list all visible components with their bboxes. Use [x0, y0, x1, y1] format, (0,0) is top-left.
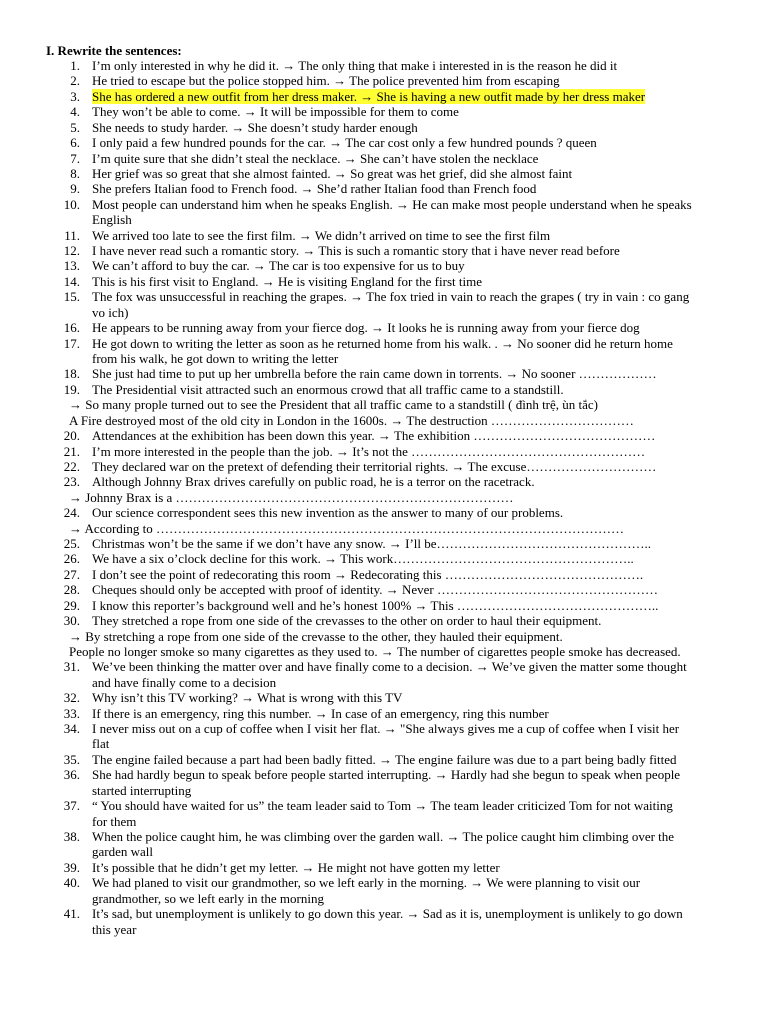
sentence-number: 9. — [70, 181, 80, 197]
sentence-line — [0, 767, 768, 783]
sentence-line — [0, 521, 768, 537]
sentence-number: 25. — [63, 536, 80, 552]
sentence-line — [0, 706, 768, 722]
sentence-number: 27. — [63, 566, 80, 582]
sentence-text: They won’t be able to come. → It will be impossible for them to come — [92, 104, 459, 120]
sentence-text: Although Johnny Brax drives carefully on public road, he is a terror on the racetrack. — [92, 474, 535, 490]
sentence-text: flat — [92, 736, 110, 752]
sentence-text: They declared war on the pretext of defending their territorial rights. → The excuse………………………… — [92, 458, 657, 474]
sentence-line — [0, 336, 768, 352]
sentence-text: They stretched a rope from one side of the crevasses to the other on order to haul their equipment. — [92, 613, 602, 629]
sentence-line — [0, 444, 768, 460]
sentence-number: 38. — [63, 829, 80, 844]
answer-line: → According to ……………………………………………………………………………………………… — [69, 520, 625, 536]
sentence-text: Why isn’t this TV working? → What is wrong with this TV — [92, 690, 403, 706]
sentence-line — [0, 891, 768, 907]
sentence-line — [0, 752, 768, 768]
sentence-line — [0, 644, 768, 660]
sentence-line — [0, 197, 768, 213]
sentence-line — [0, 413, 768, 429]
sentence-number: 15. — [63, 289, 80, 305]
sentence-text: It’s sad, but unemployment is unlikely to go down this year. → Sad as it is, unemployment is unlikely to go down — [92, 906, 683, 922]
sentence-text: The Presidential visit attracted such an enormous crowd that all traffic came to a standstill. — [92, 381, 564, 397]
sentence-text: Most people can understand him when he speaks English. → He can make most people understand when he speaks — [92, 196, 692, 212]
sentence-number: 13. — [63, 258, 80, 274]
sentence-line — [0, 690, 768, 706]
sentence-line — [0, 536, 768, 552]
answer-line: → By stretching a rope from one side of the crevasse to the other, they hauled their equipment. — [69, 628, 563, 644]
sentence-text: She just had time to put up her umbrella before the rain came down in torrents. → No sooner ……………… — [92, 366, 657, 382]
sentence-text: We’ve been thinking the matter over and have finally come to a decision. → We’ve given the matter some thought — [92, 659, 687, 675]
sentence-number: 35. — [63, 751, 80, 767]
sentence-number: 29. — [63, 597, 80, 613]
sentence-number: 33. — [63, 705, 80, 721]
sentence-number: 20. — [63, 428, 80, 444]
sentence-line — [0, 875, 768, 891]
sentence-number: 37. — [63, 798, 80, 814]
sentence-line — [0, 366, 768, 382]
sentence-number: 21. — [63, 443, 80, 459]
sentence-number: 17. — [63, 335, 80, 351]
sentence-text: I never miss out on a cup of coffee when I visit her flat. → "She always gives me a cup of coffee when I visit her — [92, 721, 680, 737]
sentence-number: 12. — [63, 243, 80, 259]
sentence-text: English — [92, 212, 132, 228]
sentence-text: I know this reporter’s background well and he’s honest 100% → This ……………………………………….. — [92, 597, 659, 613]
sentence-line — [0, 814, 768, 830]
sentence-line — [0, 428, 768, 444]
sentence-text: She has ordered a new outfit from her dress maker. → She is having a new outfit made by her dress maker — [92, 88, 646, 104]
sentence-line — [0, 382, 768, 398]
sentence-line — [0, 783, 768, 799]
answer-line: → Johnny Brax is a …………………………………………………………………… — [69, 489, 514, 505]
sentence-line — [0, 613, 768, 629]
sentence-text: We have a six o’clock decline for this work. → This work……………………………………………….. — [92, 551, 634, 567]
sentence-line — [0, 289, 768, 305]
sentence-line — [0, 829, 768, 845]
answer-line: People no longer smoke so many cigarettes as they used to. → The number of cigarettes people smoke has decreased. — [69, 643, 681, 659]
sentence-number: 18. — [63, 366, 80, 382]
sentence-text: She needs to study harder. → She doesn’t study harder enough — [92, 119, 418, 135]
sentence-text: She prefers Italian food to French food. → She’d rather Italian food than French food — [92, 181, 537, 197]
sentence-line — [0, 629, 768, 645]
sentence-line — [0, 860, 768, 876]
sentence-text: I’m quite sure that she didn’t steal the necklace. → She can’t have stolen the necklace — [92, 150, 539, 166]
sentence-line — [0, 104, 768, 120]
sentence-line — [0, 212, 768, 228]
sentence-line — [0, 274, 768, 290]
sentence-text: and have finally come to a decision — [92, 674, 277, 690]
sentence-line — [0, 166, 768, 182]
sentence-number: 19. — [63, 381, 80, 397]
sentence-line — [0, 151, 768, 167]
sentence-number: 8. — [70, 165, 80, 181]
sentence-text: He tried to escape but the police stopped him. → The police prevented him from escaping — [92, 73, 560, 89]
sentence-number: 34. — [63, 721, 80, 737]
sentence-text: The engine failed because a part had been badly fitted. → The engine failure was due to a part being badly fitted — [92, 751, 677, 767]
sentence-text: I have never read such a romantic story. → This is such a romantic story that i have never read before — [92, 243, 620, 259]
sentence-line — [0, 675, 768, 691]
sentence-number: 5. — [70, 119, 80, 135]
sentence-number: 10. — [63, 196, 80, 212]
sentence-line — [0, 906, 768, 922]
sentence-number: 24. — [63, 505, 80, 521]
sentence-text: When the police caught him, he was climbing over the garden wall. → The police caught him climbing over the — [92, 829, 675, 844]
sentence-number: 28. — [63, 582, 80, 598]
sentence-text: Our science correspondent sees this new invention as the answer to many of our problems. — [92, 505, 564, 521]
sentence-number: 41. — [63, 906, 80, 922]
sentence-line — [0, 258, 768, 274]
sentence-line — [0, 551, 768, 567]
sentence-text: from his walk, he got down to writing the letter — [92, 350, 339, 366]
sentence-line — [0, 598, 768, 614]
answer-line: → So many prople turned out to see the President that all traffic came to a standstill ( đình trệ, ùn tắc) — [69, 397, 599, 413]
sentence-line — [0, 320, 768, 336]
sentence-number: 30. — [63, 613, 80, 629]
sentence-line — [0, 58, 768, 74]
sentence-text: We arrived too late to see the first film. → We didn’t arrived on time to see the first film — [92, 227, 551, 243]
sentence-number: 6. — [70, 135, 80, 151]
sentence-number: 11. — [64, 227, 80, 243]
sentence-number: 40. — [63, 875, 80, 891]
sentence-line — [0, 490, 768, 506]
sentence-number: 7. — [70, 150, 80, 166]
sentence-text: Cheques should only be accepted with proof of identity. → Never …………………………………………… — [92, 582, 659, 598]
sentence-text: I’m more interested in the people than the job. → It’s not the ……………………………………………… — [92, 443, 646, 459]
sentence-line — [0, 736, 768, 752]
sentence-line — [0, 922, 768, 938]
sentence-text: We had planed to visit our grandmother, so we left early in the morning. → We were planning to visit our — [92, 875, 641, 891]
sentence-number: 32. — [63, 690, 80, 706]
sentence-text: this year — [92, 921, 137, 937]
sentence-text: He got down to writing the letter as soon as he returned home from his walk. . → No sooner did he return home — [92, 335, 673, 351]
sentence-number: 26. — [63, 551, 80, 567]
sentence-line — [0, 243, 768, 259]
sentence-line — [0, 582, 768, 598]
sentence-text: We can’t afford to buy the car. → The car is too expensive for us to buy — [92, 258, 465, 274]
sentence-text: Her grief was so great that she almost fainted. → So great was het grief, did she almost faint — [92, 165, 573, 181]
sentence-number: 36. — [63, 767, 80, 783]
answer-line: A Fire destroyed most of the old city in London in the 1600s. → The destruction …………………………… — [69, 412, 634, 428]
sentence-number: 39. — [63, 859, 80, 875]
sentence-line — [0, 120, 768, 136]
sentence-number: 31. — [63, 659, 80, 675]
sentence-number: 3. — [70, 88, 80, 104]
sentence-number: 2. — [70, 73, 80, 89]
sentence-number: 1. — [70, 58, 80, 73]
sentence-text: I only paid a few hundred pounds for the car. → The car cost only a few hundred pounds ? queen — [92, 135, 597, 151]
sentence-text: She had hardly begun to speak before people started interrupting. → Hardly had she begun to speak when people — [92, 767, 681, 783]
sentence-text: for them — [92, 813, 137, 829]
sentence-line — [0, 73, 768, 89]
sentence-line — [0, 505, 768, 521]
sentence-text: He appears to be running away from your fierce dog. → It looks he is running away from your fierce dog — [92, 320, 640, 336]
sentence-text: Christmas won’t be the same if we don’t have any snow. → I’ll be………………………………………….. — [92, 536, 652, 552]
sentence-line — [0, 181, 768, 197]
section-title: I. Rewrite the sentences: — [46, 43, 182, 58]
sentence-line — [0, 659, 768, 675]
sentence-text: The fox was unsuccessful in reaching the grapes. → The fox tried in vain to reach the grapes ( try in vain : co gang — [92, 289, 690, 305]
sentence-text: started interrupting — [92, 782, 192, 798]
sentence-line — [0, 459, 768, 475]
sentence-text: grandmother, so we left early in the morning — [92, 890, 324, 906]
sentence-text: vo ich) — [92, 304, 129, 320]
sentence-text: Attendances at the exhibition has been down this year. → The exhibition …………………………………… — [92, 428, 656, 444]
sentence-line — [0, 305, 768, 321]
sentence-line — [0, 228, 768, 244]
sentence-text: This is his first visit to England. → He is visiting England for the first time — [92, 273, 482, 289]
sentence-number: 4. — [70, 104, 80, 120]
sentence-line — [0, 798, 768, 814]
sentence-text: I don’t see the point of redecorating this room → Redecorating this ………………………………………. — [92, 566, 644, 582]
sentence-number: 14. — [63, 273, 80, 289]
sentence-text: “ You should have waited for us” the team leader said to Tom → The team leader criticized Tom for not waiting — [92, 798, 673, 814]
sentence-line — [0, 474, 768, 490]
sentence-text: garden wall — [92, 844, 154, 860]
sentence-line — [0, 397, 768, 413]
sentence-text: It’s possible that he didn’t get my letter. → He might not have gotten my letter — [92, 859, 500, 875]
sentence-line — [0, 721, 768, 737]
sentence-number: 23. — [63, 474, 80, 490]
sentence-number: 16. — [63, 320, 80, 336]
sentence-text: If there is an emergency, ring this number. → In case of an emergency, ring this number — [92, 705, 549, 721]
sentence-line — [0, 567, 768, 583]
sentence-line — [0, 351, 768, 367]
sentence-line — [0, 844, 768, 860]
sentence-line — [0, 89, 768, 105]
sentence-number: 22. — [63, 458, 80, 474]
sentence-line — [0, 135, 768, 151]
sentence-text: I’m only interested in why he did it. → The only thing that make i interested in is the reason he did it — [92, 58, 618, 73]
